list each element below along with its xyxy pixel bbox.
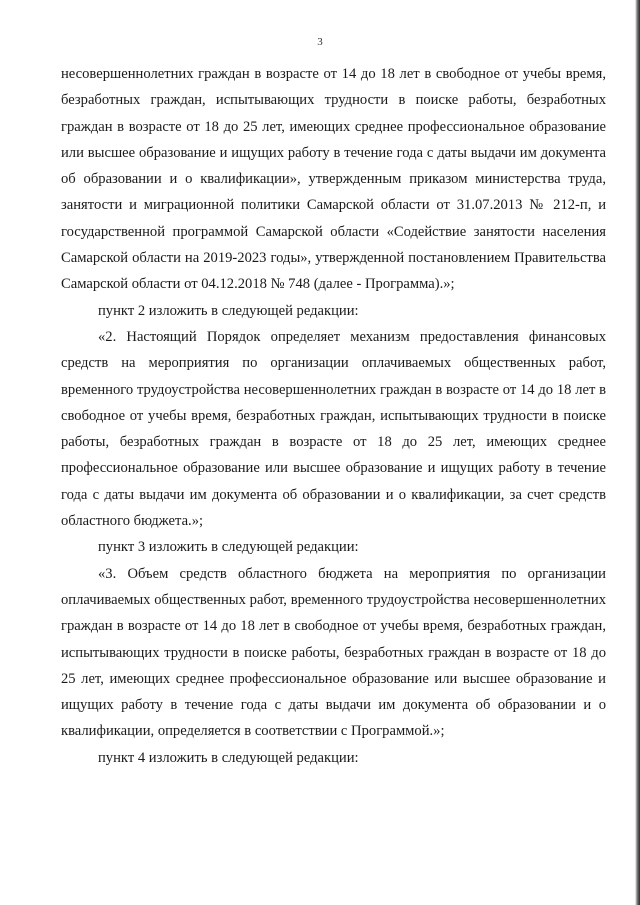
document-body xyxy=(61,61,606,771)
paragraph-item-2-heading: пункт 2 изложить в следующей редакции: xyxy=(98,302,359,319)
paragraph-item-2-text: «2. Настоящий Порядок определяет механизм предоставления финансовых средств на мероприятия по организации оплачиваемых общественных работ, временного трудоустройства несовершеннолетних граждан в возрасте от 14 до 18 лет в свободное от учебы время, безработных граждан, испытывающих трудности в поиске работы, безработных граждан в возрасте от 18 до 25 лет, имеющих среднее профессиональное образование или высшее образование и ищущих работу в течение года с даты выдачи им документа об образовании и о квалификации, за счет средств областного бюджета.»; xyxy=(61,328,606,530)
paragraph-program-reference: несовершеннолетних граждан в возрасте от 14 до 18 лет в свободное от учебы время, безработных граждан, испытывающих трудности в поиске работы, безработных граждан в возрасте от 18 до 25 лет, имеющих среднее профессиональное образование или высшее образование и ищущих работу в течение года с даты выдачи им документа об образовании и о квалификации», утвержденным приказом министерства труда, занятости и миграционной политики Самарской области от 31.07.2013 № 212-п, и государственной программой Самарской области «Содействие занятости населения Самарской области на 2019-2023 годы», утвержденной постановлением Правительства Самарской области от 04.12.2018 № 748 (далее - Программа).»; xyxy=(61,66,606,293)
paragraph-item-3-heading: пункт 3 изложить в следующей редакции: xyxy=(98,539,359,556)
paragraph-item-3-text: «3. Объем средств областного бюджета на мероприятия по организации оплачиваемых общественных работ, временного трудоустройства несовершеннолетних граждан в возрасте от 14 до 18 лет в свободное от учебы время, безработных граждан, испытывающих трудности в поиске работы, безработных граждан в возрасте от 18 до 25 лет, имеющих среднее профессиональное образование или высшее образование и ищущих работу в течение года с даты выдачи им документа об образовании и о квалификации, определяется в соответствии с Программой.»; xyxy=(61,565,606,740)
page-number: 3 xyxy=(317,36,323,48)
paragraph-item-4-heading: пункт 4 изложить в следующей редакции: xyxy=(98,749,359,766)
scan-edge-shadow xyxy=(635,0,640,905)
